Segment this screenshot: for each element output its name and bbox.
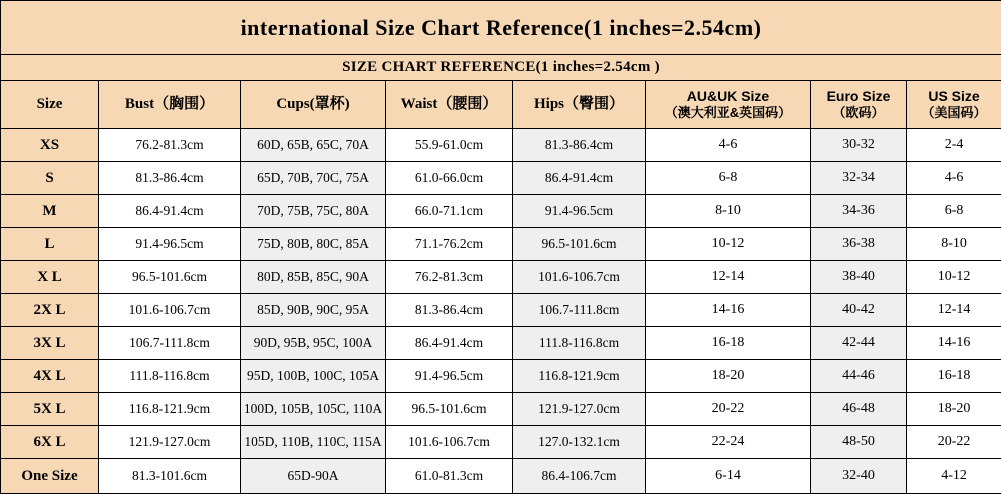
cell-size: 2X L — [1, 294, 99, 327]
header-us-size — [907, 81, 1001, 129]
cell-waist: 71.1-76.2cm — [386, 228, 513, 261]
table-row — [1, 195, 1001, 228]
cell-hips: 121.9-127.0cm — [513, 393, 646, 426]
cell-hips: 101.6-106.7cm — [513, 261, 646, 294]
header-au-uk-size — [646, 81, 811, 129]
cell-euro: 40-42 — [811, 294, 907, 327]
cell-hips: 86.4-106.7cm — [513, 459, 646, 494]
cell-us: 8-10 — [907, 228, 1001, 261]
cell-bust: 116.8-121.9cm — [99, 393, 241, 426]
table-row — [1, 261, 1001, 294]
cell-au-uk: 10-12 — [646, 228, 811, 261]
table-row — [1, 294, 1001, 327]
cell-bust: 86.4-91.4cm — [99, 195, 241, 228]
cell-cups: 105D, 110B, 110C, 115A — [241, 426, 386, 459]
cell-euro: 30-32 — [811, 129, 907, 162]
cell-size: One Size — [1, 459, 99, 494]
cell-us: 18-20 — [907, 393, 1001, 426]
cell-au-uk: 12-14 — [646, 261, 811, 294]
cell-bust: 106.7-111.8cm — [99, 327, 241, 360]
header-au-uk-sub: （澳大利亚&英国码） — [646, 105, 810, 121]
cell-waist: 81.3-86.4cm — [386, 294, 513, 327]
header-size: Size — [1, 81, 99, 129]
cell-euro: 32-34 — [811, 162, 907, 195]
cell-bust: 96.5-101.6cm — [99, 261, 241, 294]
cell-size: X L — [1, 261, 99, 294]
cell-us: 20-22 — [907, 426, 1001, 459]
cell-us: 6-8 — [907, 195, 1001, 228]
cell-hips: 116.8-121.9cm — [513, 360, 646, 393]
cell-waist: 55.9-61.0cm — [386, 129, 513, 162]
cell-us: 14-16 — [907, 327, 1001, 360]
cell-euro: 48-50 — [811, 426, 907, 459]
cell-euro: 32-40 — [811, 459, 907, 494]
cell-hips: 111.8-116.8cm — [513, 327, 646, 360]
cell-us: 4-6 — [907, 162, 1001, 195]
cell-waist: 76.2-81.3cm — [386, 261, 513, 294]
cell-bust: 121.9-127.0cm — [99, 426, 241, 459]
cell-us: 4-12 — [907, 459, 1001, 494]
cell-hips: 127.0-132.1cm — [513, 426, 646, 459]
table-row — [1, 228, 1001, 261]
cell-cups: 80D, 85B, 85C, 90A — [241, 261, 386, 294]
header-waist: Waist（腰围） — [386, 81, 513, 129]
cell-bust: 101.6-106.7cm — [99, 294, 241, 327]
cell-euro: 34-36 — [811, 195, 907, 228]
cell-au-uk: 4-6 — [646, 129, 811, 162]
cell-us: 12-14 — [907, 294, 1001, 327]
cell-waist: 61.0-66.0cm — [386, 162, 513, 195]
cell-au-uk: 16-18 — [646, 327, 811, 360]
cell-bust: 91.4-96.5cm — [99, 228, 241, 261]
cell-us: 10-12 — [907, 261, 1001, 294]
table-row — [1, 360, 1001, 393]
header-hips: Hips（臀围） — [513, 81, 646, 129]
cell-us: 16-18 — [907, 360, 1001, 393]
cell-bust: 111.8-116.8cm — [99, 360, 241, 393]
cell-au-uk: 22-24 — [646, 426, 811, 459]
chart-title: international Size Chart Reference(1 inches=2.54cm) — [1, 1, 1001, 55]
cell-waist: 66.0-71.1cm — [386, 195, 513, 228]
cell-hips: 91.4-96.5cm — [513, 195, 646, 228]
cell-euro: 38-40 — [811, 261, 907, 294]
cell-au-uk: 8-10 — [646, 195, 811, 228]
cell-size: 3X L — [1, 327, 99, 360]
header-au-uk-label: AU&UK Size — [687, 88, 769, 104]
cell-cups: 70D, 75B, 75C, 80A — [241, 195, 386, 228]
cell-size: S — [1, 162, 99, 195]
cell-bust: 81.3-86.4cm — [99, 162, 241, 195]
table-row — [1, 459, 1001, 494]
cell-size: 4X L — [1, 360, 99, 393]
cell-euro: 36-38 — [811, 228, 907, 261]
cell-waist: 61.0-81.3cm — [386, 459, 513, 494]
cell-hips: 81.3-86.4cm — [513, 129, 646, 162]
table-row — [1, 129, 1001, 162]
cell-euro: 46-48 — [811, 393, 907, 426]
cell-size: M — [1, 195, 99, 228]
table-row — [1, 162, 1001, 195]
chart-subtitle: SIZE CHART REFERENCE(1 inches=2.54cm ) — [1, 55, 1001, 81]
cell-cups: 60D, 65B, 65C, 70A — [241, 129, 386, 162]
cell-waist: 86.4-91.4cm — [386, 327, 513, 360]
header-euro-label: Euro Size — [827, 88, 891, 104]
cell-hips: 96.5-101.6cm — [513, 228, 646, 261]
cell-cups: 100D, 105B, 105C, 110A — [241, 393, 386, 426]
cell-euro: 42-44 — [811, 327, 907, 360]
cell-au-uk: 20-22 — [646, 393, 811, 426]
cell-au-uk: 14-16 — [646, 294, 811, 327]
cell-size: L — [1, 228, 99, 261]
table-row — [1, 426, 1001, 459]
header-euro-sub: （欧码） — [811, 105, 906, 121]
cell-us: 2-4 — [907, 129, 1001, 162]
header-us-label: US Size — [928, 88, 979, 104]
table-row — [1, 327, 1001, 360]
cell-au-uk: 18-20 — [646, 360, 811, 393]
chart-title-row — [1, 1, 1001, 55]
cell-size: 6X L — [1, 426, 99, 459]
cell-cups: 95D, 100B, 100C, 105A — [241, 360, 386, 393]
cell-cups: 65D-90A — [241, 459, 386, 494]
cell-cups: 65D, 70B, 70C, 75A — [241, 162, 386, 195]
cell-hips: 86.4-91.4cm — [513, 162, 646, 195]
header-cups: Cups(罩杯) — [241, 81, 386, 129]
table-row — [1, 393, 1001, 426]
cell-au-uk: 6-8 — [646, 162, 811, 195]
cell-waist: 96.5-101.6cm — [386, 393, 513, 426]
header-bust: Bust（胸围） — [99, 81, 241, 129]
header-euro-size — [811, 81, 907, 129]
cell-cups: 75D, 80B, 80C, 85A — [241, 228, 386, 261]
cell-cups: 90D, 95B, 95C, 100A — [241, 327, 386, 360]
cell-au-uk: 6-14 — [646, 459, 811, 494]
cell-hips: 106.7-111.8cm — [513, 294, 646, 327]
cell-waist: 101.6-106.7cm — [386, 426, 513, 459]
header-us-sub: （美国码） — [907, 105, 1001, 121]
cell-waist: 91.4-96.5cm — [386, 360, 513, 393]
cell-size: 5X L — [1, 393, 99, 426]
column-header-row — [1, 81, 1001, 129]
chart-subtitle-row — [1, 55, 1001, 81]
cell-euro: 44-46 — [811, 360, 907, 393]
cell-size: XS — [1, 129, 99, 162]
cell-bust: 81.3-101.6cm — [99, 459, 241, 494]
cell-cups: 85D, 90B, 90C, 95A — [241, 294, 386, 327]
cell-bust: 76.2-81.3cm — [99, 129, 241, 162]
